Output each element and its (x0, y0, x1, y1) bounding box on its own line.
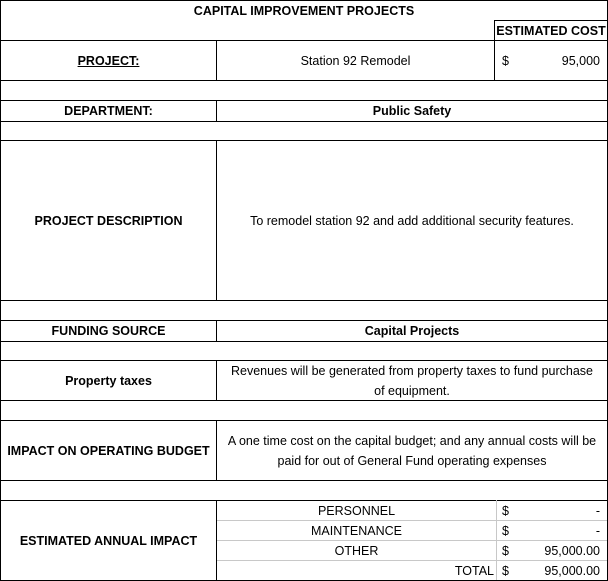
annual-impact-maintenance-currency: $ (502, 524, 509, 538)
project-description-label: PROJECT DESCRIPTION (34, 213, 183, 228)
funding-source-value: Capital Projects (364, 324, 460, 338)
annual-impact-total-amount: 95,000.00 (544, 564, 600, 578)
funding-source-label: FUNDING SOURCE (51, 324, 166, 338)
annual-impact-other-label: OTHER (334, 544, 379, 558)
operating-budget-impact-label: IMPACT ON OPERATING BUDGET (7, 443, 210, 458)
estimated-annual-impact-label: ESTIMATED ANNUAL IMPACT (19, 533, 198, 548)
annual-impact-total-currency: $ (502, 564, 509, 578)
annual-impact-maintenance-amount: - (595, 524, 600, 538)
annual-impact-other-amount: 95,000.00 (544, 544, 600, 558)
project-label: PROJECT: (77, 53, 140, 68)
estimated-cost-amount: 95,000 (561, 53, 600, 68)
department-label: DEPARTMENT: (64, 104, 153, 118)
property-taxes-label: Property taxes (65, 373, 152, 388)
department-value: Public Safety (372, 104, 452, 118)
annual-impact-other-currency: $ (502, 544, 509, 558)
property-taxes-text: Revenues will be generated from property taxes to fund purchase of equipment. (230, 363, 593, 398)
operating-budget-impact-text: A one time cost on the capital budget; and any annual costs will be paid for out of General Fund operating expenses (227, 433, 597, 468)
estimated-cost-currency: $ (502, 53, 509, 68)
project-description-text: To remodel station 92 and add additional security features. (250, 213, 574, 228)
annual-impact-personnel-currency: $ (502, 504, 509, 518)
annual-impact-personnel-amount: - (595, 504, 600, 518)
page-title: CAPITAL IMPROVEMENT PROJECTS (193, 4, 415, 18)
project-name: Station 92 Remodel (300, 53, 411, 68)
estimated-cost-header: ESTIMATED COST (496, 23, 606, 38)
annual-impact-total-label: TOTAL (454, 564, 494, 578)
annual-impact-maintenance-label: MAINTENANCE (311, 524, 402, 538)
annual-impact-personnel-label: PERSONNEL (317, 504, 396, 518)
